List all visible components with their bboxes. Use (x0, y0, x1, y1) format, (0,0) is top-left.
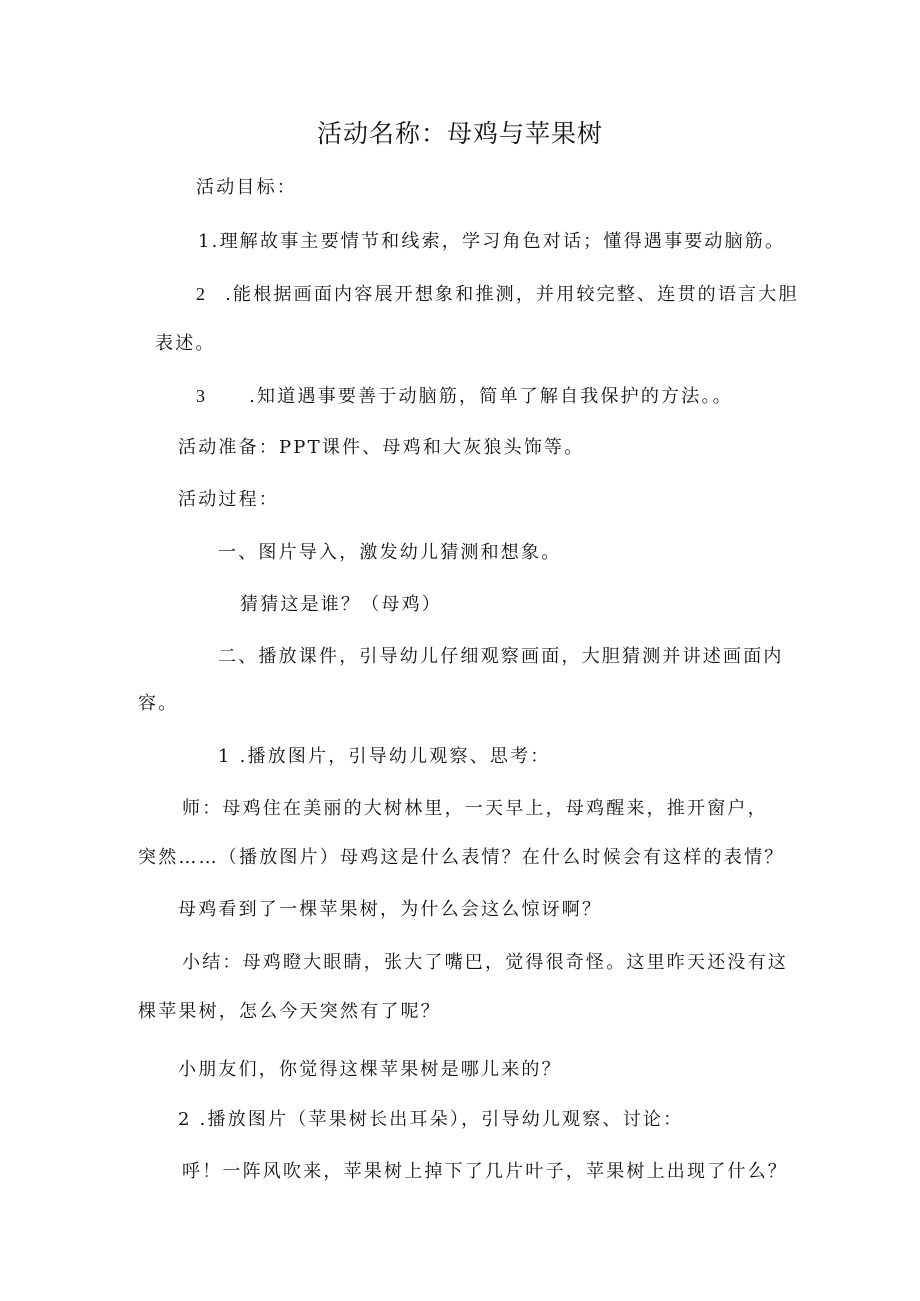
goal-2-text: .能根据画面内容展开想象和推测，并用较完整、连贯的语言大胆 (225, 284, 799, 305)
process-heading: 活动过程： (178, 489, 279, 510)
summary-continuation: 棵苹果树，怎么今天突然有了呢？ (138, 1001, 441, 1022)
sub-step-2: 2 .播放图片（苹果树长出耳朵），引导幼儿观察、讨论： (178, 1109, 684, 1130)
summary-line: 小结：母鸡瞪大眼睛，张大了嘴巴，觉得很奇怪。这里昨天还没有这 (182, 952, 788, 973)
goal-3-text: .知道遇事要善于动脑筋，简单了解自我保护的方法。。 (249, 386, 733, 407)
teacher-line: 师：母鸡住在美丽的大树林里，一天早上，母鸡醒来，推开窗户， (182, 798, 768, 819)
step-1-question: 猜猜这是谁？（母鸡） (240, 594, 442, 615)
goal-2 (196, 282, 799, 307)
goal-3-number: 3 (196, 386, 208, 406)
sub-step-1: 1 .播放图片，引导幼儿观察、思考： (218, 746, 551, 767)
goal-2-number: 2 (196, 284, 208, 304)
goal-2-continuation: 表述。 (155, 333, 216, 354)
document-title: 活动名称：母鸡与苹果树 (316, 119, 603, 148)
goal-1: 1.理解故事主要情节和线索，学习角色对话；懂得遇事要动脑筋。 (198, 231, 786, 252)
wind-line: 呼！一阵风吹来，苹果树上掉下了几片叶子，苹果树上出现了什么？ (182, 1161, 788, 1182)
goals-heading: 活动目标： (196, 177, 297, 198)
teacher-line-continuation: 突然……（播放图片）母鸡这是什么表情？在什么时候会有这样的表情？ (138, 847, 785, 868)
step-1: 一、图片导入，激发幼儿猜测和想象。 (218, 542, 562, 563)
goal-3 (196, 384, 733, 409)
step-2-continuation: 容。 (138, 693, 179, 714)
surprise-question: 母鸡看到了一棵苹果树，为什么会这么惊讶啊？ (178, 899, 603, 920)
where-question: 小朋友们，你觉得这棵苹果树是哪儿来的？ (178, 1059, 562, 1080)
step-2: 二、播放课件，引导幼儿仔细观察画面，大胆猜测并讲述画面内 (218, 646, 784, 667)
preparation: 活动准备：PPT课件、母鸡和大灰狼头饰等。 (178, 437, 585, 458)
